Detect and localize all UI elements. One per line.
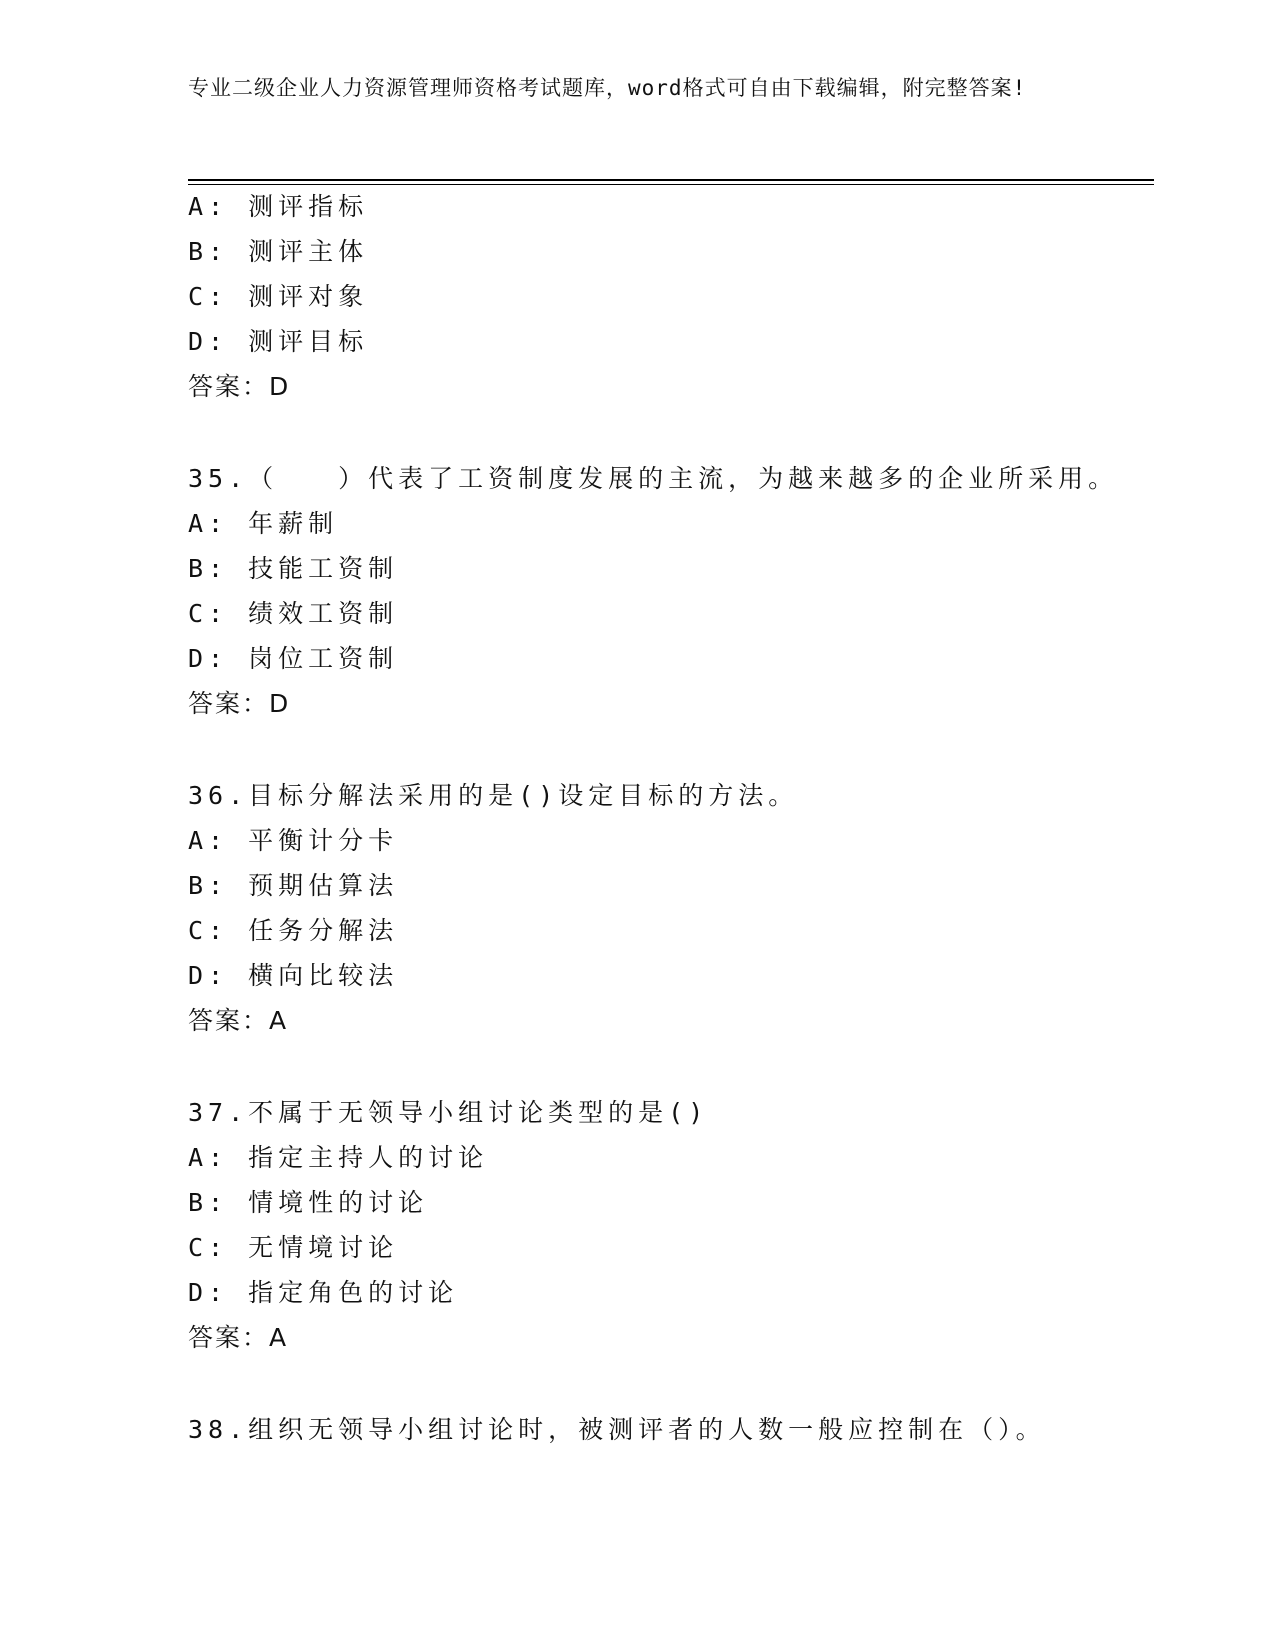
- option-d: D: 岗位工资制: [188, 644, 399, 673]
- option-a: A: 测评指标: [188, 192, 369, 221]
- option-c: C: 无情境讨论: [188, 1233, 399, 1262]
- option-d: D: 横向比较法: [188, 961, 399, 990]
- option-a: A: 年薪制: [188, 509, 339, 538]
- option-b: B: 技能工资制: [188, 554, 399, 583]
- answer: 答案：D: [188, 689, 291, 718]
- answer: 答案：A: [188, 1006, 289, 1035]
- option-c: C: 绩效工资制: [188, 599, 399, 628]
- option-d: D: 指定角色的讨论: [188, 1278, 459, 1307]
- question-text: 38.组织无领导小组讨论时，被测评者的人数一般应控制在（）。: [188, 1415, 1046, 1444]
- option-a: A: 平衡计分卡: [188, 826, 399, 855]
- option-b: B: 情境性的讨论: [188, 1188, 429, 1217]
- answer: 答案：A: [188, 1323, 289, 1352]
- option-c: C: 测评对象: [188, 282, 369, 311]
- option-d: D: 测评目标: [188, 327, 369, 356]
- option-b: B: 测评主体: [188, 237, 369, 266]
- option-c: C: 任务分解法: [188, 916, 399, 945]
- question-text: 37.不属于无领导小组讨论类型的是(): [188, 1098, 709, 1127]
- header-divider-thin: [188, 184, 1154, 185]
- option-a: A: 指定主持人的讨论: [188, 1143, 489, 1172]
- document-header: 专业二级企业人力资源管理师资格考试题库，word格式可自由下载编辑，附完整答案!: [188, 76, 1027, 100]
- answer: 答案：D: [188, 372, 291, 401]
- header-divider: [188, 179, 1154, 181]
- question-text: 36.目标分解法采用的是()设定目标的方法。: [188, 781, 799, 810]
- option-b: B: 预期估算法: [188, 871, 399, 900]
- question-text: 35.（ ）代表了工资制度发展的主流，为越来越多的企业所采用。: [188, 464, 1119, 493]
